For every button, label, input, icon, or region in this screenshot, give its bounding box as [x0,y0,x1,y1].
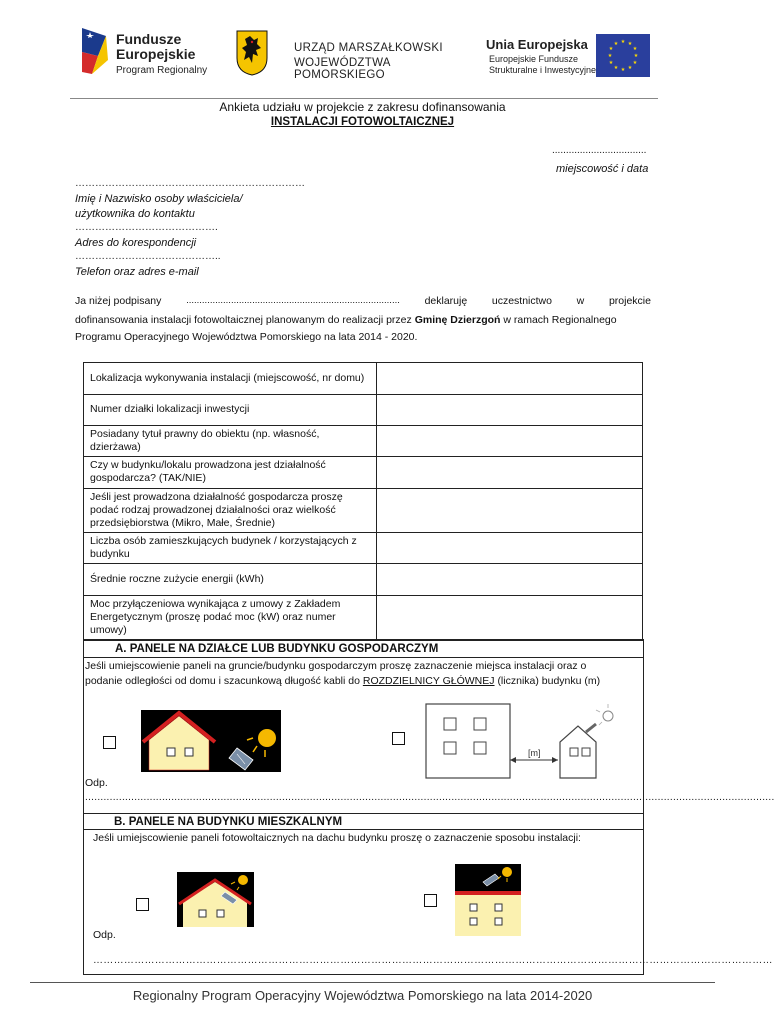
svg-text:★: ★ [627,65,633,71]
question-label: Posiadany tytuł prawny do obiektu (np. własność, dzierżawa) [84,426,377,457]
section-a-answer-label: Odp. [85,777,108,789]
svg-text:★: ★ [613,41,619,47]
section-b-title-divider [83,829,644,830]
answer-cell[interactable] [377,488,643,532]
answer-cell[interactable] [377,532,643,563]
table-row [84,596,643,640]
fe-logo-line3: Program Regionalny [116,65,208,76]
table-row [84,532,643,563]
option-b2-checkbox[interactable] [424,894,437,907]
section-a-text-2a: podanie odległości od domu i szacunkową długość kabli do [85,675,360,687]
questions-table [83,362,643,641]
answer-cell[interactable] [377,564,643,596]
section-a-text-2 [85,675,643,687]
header-divider [70,98,658,99]
section-b-answer-label: Odp. [93,929,116,941]
section-b-text: Jeśli umiejscowienie paneli fotowoltaicznych na dachu budynku proszę o zaznaczenie sposobu instalacji: [93,832,581,844]
svg-text:★: ★ [608,60,614,66]
svg-text:★: ★ [632,60,638,66]
declaration-line-3: Programu Operacyjnego Województwa Pomorskiego na lata 2014 - 2020. [75,331,418,343]
declaration-text-a: dofinansowania instalacji fotowoltaicznej planowanym do realizacji przez [75,314,412,326]
question-label: Lokalizacja wykonywania instalacji (miejscowość, nr domu) [84,363,377,395]
option-a2-checkbox[interactable] [392,732,405,745]
question-label: Liczba osób zamieszkujących budynek / korzystających z budynku [84,532,377,563]
form-title: Ankieta udziału w projekcie z zakresu dofinansowania [219,100,506,114]
section-a-title: A. PANELE NA DZIAŁCE LUB BUDYNKU GOSPODARCZYM [115,643,439,655]
question-label: Numer działki lokalizacji inwestycji [84,395,377,426]
declaration-start: Ja niżej podpisany [75,295,162,307]
table-row [84,488,643,532]
house-with-ground-panel-illustration [141,710,281,772]
form-subtitle: INSTALACJI FOTOWOLTAICZNEJ [270,116,455,128]
address-label: Adres do korespondencji [75,237,197,249]
fe-logo-line1: Fundusze [116,31,182,47]
unia-europejska-logo [486,34,656,84]
place-date-field[interactable]: .................................. [552,145,647,156]
section-a-title-divider [83,657,644,658]
table-row [84,457,643,488]
question-label: Jeśli jest prowadzona działalność gospodarcza proszę podać rodzaj prowadzonej działalności oraz wielkość przedsiębiorstwa (Mikro, Małe, Średnie) [84,488,377,532]
answer-cell[interactable] [377,426,643,457]
name-label-1: Imię i Nazwisko osoby właściciela/ [75,193,243,205]
declaration-municipality: Gminę Dzierzgoń [414,314,501,326]
answer-cell[interactable] [377,457,643,488]
ue-logo-line3: Strukturalne i Inwestycyjne [489,65,597,75]
name-label-2: użytkownika do kontaktu [75,208,195,220]
svg-text:★: ★ [632,46,638,52]
svg-text:★: ★ [620,67,626,73]
griffin-coat-of-arms-icon [236,30,268,76]
section-a-text-1: Jeśli umiejscowienie paneli na gruncie/budynku gospodarczym proszę zaznaczenie miejsca instalacji oraz o [85,660,587,672]
section-a-text-2b: ROZDZIELNICY GŁÓWNEJ [362,675,495,687]
table-row [84,426,643,457]
section-b-answer-field[interactable]: ……………………………………………………………………………………………………………………………………………………………………………… [93,955,773,966]
ue-logo-line1: Unia Europejska [486,37,588,52]
table-row [84,363,643,395]
section-a-answer-field[interactable]: ................................................................................................................................................................................................................................ [85,792,775,803]
fundusze-europejskie-logo [80,26,210,86]
ue-logo-line2: Europejskie Fundusze [489,54,579,64]
question-label: Średnie roczne zużycie energii (kWh) [84,564,377,596]
umwp-logo-line1: URZĄD MARSZAŁKOWSKI [294,42,443,54]
declaration-word-1: deklaruję [424,295,468,307]
svg-text:★: ★ [627,41,633,47]
header [0,0,725,95]
svg-text:★: ★ [613,65,619,71]
eu-flag-icon [596,34,650,77]
building-distance-illustration [424,700,616,780]
footer-divider [30,982,715,983]
flat-roof-panel-illustration [455,864,521,936]
declaration-word-3: w [576,295,585,307]
pitched-roof-panel-illustration [177,872,254,927]
phone-label: Telefon oraz adres e-mail [75,266,199,278]
svg-text:★: ★ [608,46,614,52]
declaration-text-c: w ramach Regionalnego [503,314,617,326]
address-field[interactable]: ……………………………………. [75,222,218,233]
section-a-text-2c: (licznika) budynku (m) [497,675,601,687]
svg-text:★: ★ [620,39,626,45]
option-a1-checkbox[interactable] [103,736,116,749]
answer-cell[interactable] [377,395,643,426]
distance-label: [m] [528,748,541,758]
section-b-title: B. PANELE NA BUDYNKU MIESZKALNYM [114,816,343,828]
question-label: Moc przyłączeniowa wynikająca z umowy z Zakładem Energetycznym (proszę podać moc (kW) oraz numer umowy) [84,596,377,640]
table-row [84,564,643,596]
answer-cell[interactable] [377,596,643,640]
option-b1-checkbox[interactable] [136,898,149,911]
answer-cell[interactable] [377,363,643,395]
svg-text:★: ★ [607,53,613,59]
declaration-line-1 [75,295,651,307]
umwp-logo-line2: WOJEWÓDZTWA POMORSKIEGO [294,57,391,82]
name-field[interactable]: …………………………………………………………… [75,178,305,189]
declaration-word-4: projekcie [608,295,651,307]
fe-flag-icon [80,26,110,82]
declaration-name-field[interactable]: ................................................................................. [186,295,400,306]
svg-text:★: ★ [633,53,639,59]
table-row [84,395,643,426]
footer-text: Regionalny Program Operacyjny Województwa Pomorskiego na lata 2014-2020 [132,988,593,1003]
declaration-word-2: uczestnictwo [491,295,552,307]
fe-logo-line2: Europejskie [116,46,196,62]
phone-field[interactable]: …………………………………….. [75,251,221,262]
declaration-line-2 [75,314,655,326]
question-label: Czy w budynku/lokalu prowadzona jest działalność gospodarcza? (TAK/NIE) [84,457,377,488]
place-date-label: miejscowość i data [556,163,649,175]
umwp-logo [236,30,456,80]
